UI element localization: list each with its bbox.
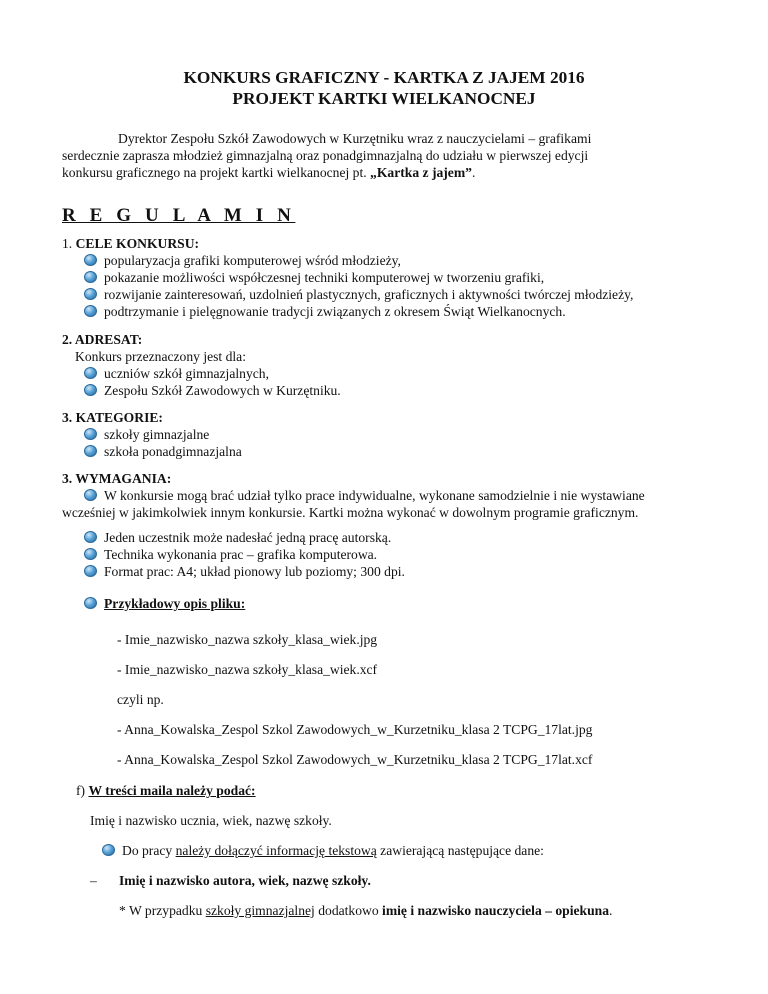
section-2-item-1: uczniów szkół gimnazjalnych,	[104, 366, 269, 381]
section-2-item-2: Zespołu Szkół Zawodowych w Kurzętniku.	[104, 383, 341, 398]
section-3-item-2: szkoła ponadgimnazjalna	[104, 444, 242, 459]
section-4-para-line-2: wcześniej w jakimkolwiek innym konkursie. Kartki można wykonać w dowolnym programie graficznym.	[62, 505, 639, 520]
bullet-icon	[84, 597, 97, 609]
mail-line-2-a: Do pracy	[122, 843, 176, 858]
bullet-icon	[84, 288, 97, 300]
bullet-icon	[84, 254, 97, 266]
mail-line-4-end: .	[609, 903, 613, 918]
bullet-icon	[84, 384, 97, 396]
mail-line-4-underlined: szkoły gimnazjalnej	[205, 903, 315, 918]
mail-line-2-underlined: należy dołączyć informację tekstową	[175, 843, 377, 858]
file-example-1: - Imie_nazwisko_nazwa szkoły_klasa_wiek.jpg	[117, 632, 378, 647]
bullet-icon	[84, 548, 97, 560]
section-1-item-3: rozwijanie zainteresowań, uzdolnień plastycznych, graficznych i aktywności twórczej młodzieży,	[104, 287, 634, 302]
section-1-title: CELE KONKURSU:	[75, 236, 200, 251]
section-2-heading: 2. ADRESAT:	[62, 332, 143, 347]
mail-prefix: f)	[76, 783, 89, 798]
section-4-para-line-1: W konkursie mogą brać udział tylko prace indywidualne, wykonane samodzielnie i nie wystawiane	[104, 488, 645, 503]
section-4-item-1: Jeden uczestnik może nadesłać jedną pracę autorską.	[104, 530, 392, 545]
contest-name: „Kartka z jajem”	[370, 165, 472, 180]
mail-line-3: Imię i nazwisko autora, wiek, nazwę szkoły.	[119, 873, 371, 888]
file-example-3: - Anna_Kowalska_Zespol Szkol Zawodowych_w_Kurzetniku_klasa 2 TCPG_17lat.jpg	[117, 722, 593, 737]
bullet-icon	[84, 428, 97, 440]
section-1-number: 1.	[62, 236, 76, 251]
mail-content-heading	[76, 782, 256, 799]
section-3-item-1: szkoły gimnazjalne	[104, 427, 210, 442]
mail-line-4-a: * W przypadku	[119, 903, 206, 918]
section-1-heading	[62, 235, 199, 252]
intro-line-3	[62, 164, 475, 181]
section-1-item-4: podtrzymanie i pielęgnowanie tradycji związanych z okresem Świąt Wielkanocnych.	[104, 304, 566, 319]
dash-marker: –	[90, 873, 97, 888]
bullet-icon	[84, 489, 97, 501]
intro-line-3-end: .	[471, 165, 476, 180]
file-example-label: czyli np.	[117, 692, 164, 707]
section-3-heading: 3. KATEGORIE:	[62, 410, 163, 425]
section-2-lead: Konkurs przeznaczony jest dla:	[75, 349, 246, 364]
section-4-item-2: Technika wykonania prac – grafika komputerowa.	[104, 547, 378, 562]
bullet-icon	[84, 271, 97, 283]
mail-line-2-b: zawierającą następujące dane:	[376, 843, 544, 858]
section-1-item-2: pokazanie możliwości współczesnej techniki komputerowej w tworzeniu grafiki,	[104, 270, 545, 285]
mail-title: W treści maila należy podać:	[88, 783, 256, 798]
intro-line-1: Dyrektor Zespołu Szkół Zawodowych w Kurzętniku wraz z nauczycielami – grafikami	[118, 131, 592, 146]
file-example-4: - Anna_Kowalska_Zespol Szkol Zawodowych_w_Kurzetniku_klasa 2 TCPG_17lat.xcf	[117, 752, 593, 767]
intro-line-3-text: konkursu graficznego na projekt kartki wielkanocnej pt.	[62, 165, 371, 180]
mail-line-1: Imię i nazwisko ucznia, wiek, nazwę szkoły.	[90, 813, 332, 828]
section-4-item-3: Format prac: A4; układ pionowy lub poziomy; 300 dpi.	[104, 564, 405, 579]
bullet-icon	[102, 844, 115, 856]
section-4-heading: 3. WYMAGANIA:	[62, 471, 172, 486]
title-line-1: KONKURS GRAFICZNY - KARTKA Z JAJEM 2016	[183, 68, 585, 87]
mail-line-4-bold: imię i nazwisko nauczyciela – opiekuna	[382, 903, 609, 918]
mail-line-2	[122, 842, 544, 859]
bullet-icon	[84, 305, 97, 317]
file-example-2: - Imie_nazwisko_nazwa szkoły_klasa_wiek.xcf	[117, 662, 378, 677]
section-1-item-1: popularyzacja grafiki komputerowej wśród młodzieży,	[104, 253, 401, 268]
mail-line-4	[119, 902, 612, 919]
mail-line-4-b: dodatkowo	[314, 903, 383, 918]
regulamin-heading: R E G U L A M I N	[62, 205, 296, 226]
title-line-2: PROJEKT KARTKI WIELKANOCNEJ	[232, 89, 536, 108]
file-description-heading: Przykładowy opis pliku:	[104, 596, 246, 611]
bullet-icon	[84, 367, 97, 379]
bullet-icon	[84, 531, 97, 543]
bullet-icon	[84, 565, 97, 577]
intro-line-2: serdecznie zaprasza młodzież gimnazjalną oraz ponadgimnazjalną do udziału w pierwszej edycji	[62, 148, 589, 163]
bullet-icon	[84, 445, 97, 457]
